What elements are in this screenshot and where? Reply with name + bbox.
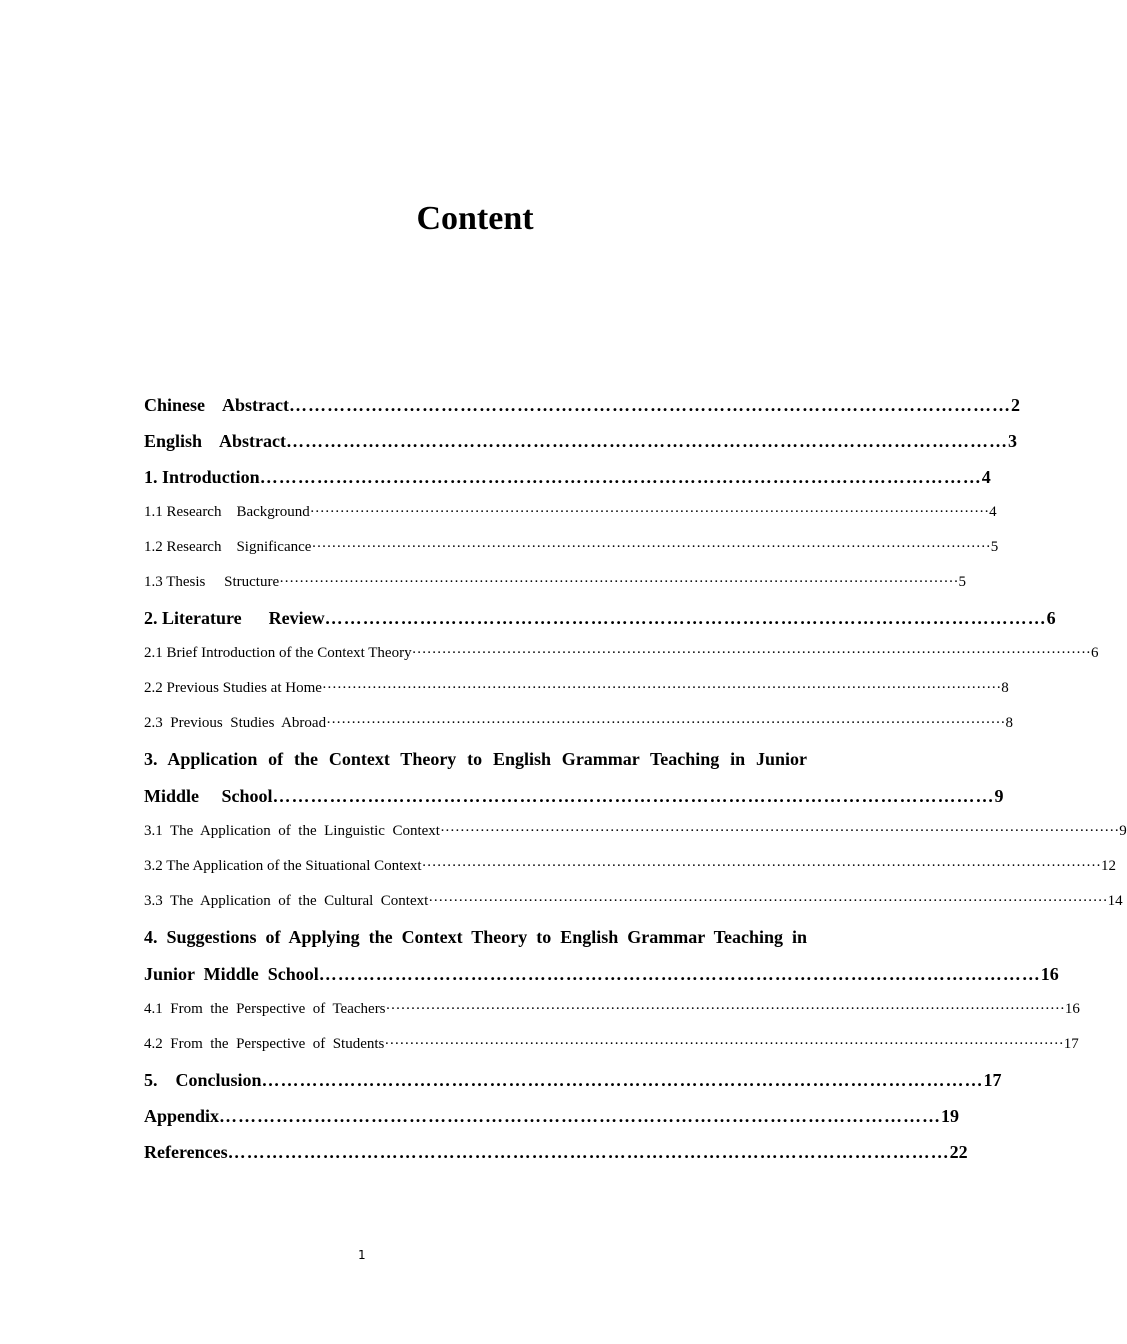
dot-leader: …………………………………………………………………………………………………… (219, 1106, 942, 1126)
toc-entry-cultural-context[interactable] (144, 884, 1123, 919)
table-of-contents (144, 387, 1127, 1170)
toc-entry-page: 17 (983, 1070, 1002, 1090)
toc-entry-page: 9 (994, 786, 1004, 806)
toc-entry-page: 22 (949, 1142, 968, 1162)
toc-entry-page: 8 (1005, 715, 1013, 731)
toc-entry-label: 1.3 Thesis Structure (144, 574, 280, 590)
toc-entry-introduction[interactable] (144, 459, 991, 495)
toc-entry-studies-at-home[interactable] (144, 671, 1009, 706)
toc-entry-label: Appendix (144, 1106, 220, 1126)
toc-entry-label: 1.2 Research Significance (144, 539, 312, 555)
toc-entry-page: 3 (1008, 431, 1018, 451)
toc-entry-references[interactable] (144, 1134, 968, 1170)
toc-entry-page: 19 (941, 1106, 960, 1126)
dot-leader: …………………………………………………………………………………………………… (272, 786, 995, 806)
toc-entry-label: 2.1 Brief Introduction of the Context Theory (144, 645, 412, 661)
dot-leader: ········································································································································ (326, 715, 1006, 731)
toc-entry-label: English Abstract (144, 431, 287, 451)
toc-entry-teachers-perspective[interactable] (144, 992, 1080, 1027)
dot-leader: ········································································································································ (428, 893, 1108, 909)
toc-entry-studies-abroad[interactable] (144, 706, 1013, 741)
toc-entry-research-background[interactable] (144, 495, 997, 530)
toc-entry-page: 4 (981, 467, 991, 487)
toc-entry-label: 2.2 Previous Studies at Home (144, 680, 322, 696)
toc-entry-label: 1. Introduction (144, 467, 260, 487)
dot-leader: ········································································································································ (321, 680, 1002, 696)
toc-entry-page: 2 (1011, 395, 1020, 415)
toc-entry-page: 17 (1063, 1036, 1079, 1052)
toc-entry-suggestions[interactable] (144, 956, 1059, 992)
dot-leader: …………………………………………………………………………………………………… (286, 431, 1009, 451)
toc-entry-page: 8 (1001, 680, 1009, 696)
page-number: 1 (358, 1248, 366, 1262)
toc-entry-label: Junior Middle School (144, 964, 319, 984)
dot-leader: …………………………………………………………………………………………………… (318, 964, 1041, 984)
toc-entry-page: 5 (990, 539, 999, 555)
page-title: Content (416, 200, 534, 237)
dot-leader: …………………………………………………………………………………………………… (261, 1070, 984, 1090)
toc-entry-label: References (144, 1142, 228, 1162)
toc-entry-chinese-abstract[interactable] (144, 387, 1020, 423)
toc-entry-page: 4 (989, 504, 997, 520)
dot-leader: …………………………………………………………………………………………………… (227, 1142, 950, 1162)
toc-entry-page: 16 (1064, 1001, 1080, 1017)
toc-entry-label: Middle School (144, 786, 273, 806)
toc-entry-label: 4.1 From the Perspective of Teachers (144, 1001, 386, 1017)
dot-leader: ········································································································································ (439, 823, 1120, 839)
toc-entry-application-line1[interactable]: 3. Application of the Context Theory to English Grammar Teaching in Junior (144, 749, 807, 769)
toc-entry-students-perspective[interactable] (144, 1027, 1079, 1062)
toc-entry-page: 16 (1040, 964, 1059, 984)
dot-leader: ········································································································································ (384, 1036, 1064, 1052)
toc-entry-literature-review[interactable] (144, 600, 1056, 636)
toc-entry-suggestions-line1[interactable]: 4. Suggestions of Applying the Context Theory to English Grammar Teaching in (144, 927, 807, 947)
dot-leader: ········································································································································ (311, 539, 991, 555)
toc-entry-page: 6 (1090, 645, 1099, 661)
toc-entry-page: 5 (958, 574, 966, 590)
toc-entry-page: 14 (1107, 893, 1123, 909)
dot-leader: …………………………………………………………………………………………………… (324, 608, 1047, 628)
toc-entry-label: 3.1 The Application of the Linguistic Context (144, 823, 440, 839)
dot-leader: …………………………………………………………………………………………………… (289, 395, 1011, 415)
dot-leader: ········································································································································ (421, 858, 1101, 874)
toc-entry-page: 9 (1119, 823, 1127, 839)
toc-entry-label: 2.3 Previous Studies Abroad (144, 715, 327, 731)
toc-entry-label: Chinese Abstract (144, 395, 289, 415)
toc-entry-appendix[interactable] (144, 1098, 960, 1134)
toc-entry-application[interactable] (144, 778, 1004, 814)
toc-entry-label: 3.3 The Application of the Cultural Context (144, 893, 429, 909)
toc-entry-situational-context[interactable] (144, 849, 1116, 884)
toc-entry-page: 12 (1100, 858, 1116, 874)
dot-leader: ········································································································································ (279, 574, 959, 590)
dot-leader: ········································································································································ (411, 645, 1091, 661)
toc-entry-label: 3.2 The Application of the Situational Context (144, 858, 422, 874)
toc-entry-label: 2. Literature Review (144, 608, 325, 628)
toc-entry-conclusion[interactable] (144, 1062, 1002, 1098)
toc-entry-label: 1.1 Research Background (144, 504, 310, 520)
toc-entry-thesis-structure[interactable] (144, 565, 966, 600)
toc-entry-context-theory-intro[interactable] (144, 636, 1099, 671)
dot-leader: …………………………………………………………………………………………………… (259, 467, 982, 487)
toc-entry-linguistic-context[interactable] (144, 814, 1127, 849)
dot-leader: ········································································································································ (309, 504, 990, 520)
toc-entry-page: 6 (1046, 608, 1056, 628)
toc-entry-label: 5. Conclusion (144, 1070, 262, 1090)
dot-leader: ········································································································································ (385, 1001, 1065, 1017)
toc-entry-label: 4.2 From the Perspective of Students (144, 1036, 385, 1052)
toc-entry-english-abstract[interactable] (144, 423, 1018, 459)
toc-entry-research-significance[interactable] (144, 530, 999, 565)
